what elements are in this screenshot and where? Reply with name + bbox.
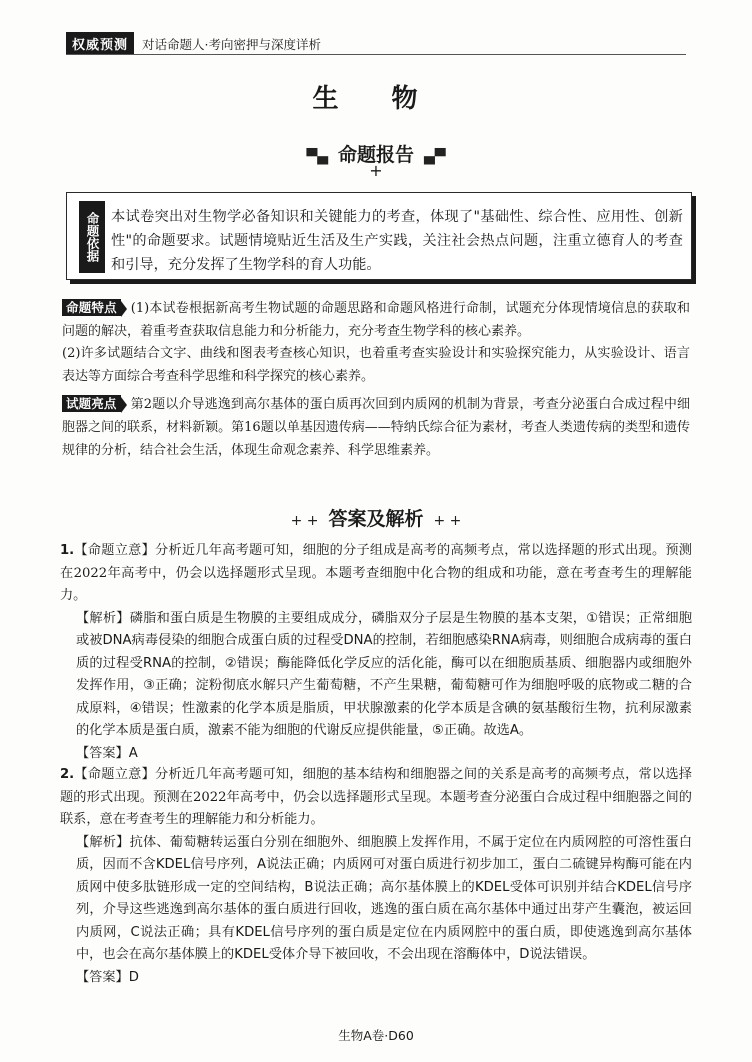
report-heading-text: 命题报告 xyxy=(337,144,414,166)
features-paragraph-2 xyxy=(62,342,690,388)
question-2 xyxy=(60,764,692,989)
header-tag: 权威预测 xyxy=(66,32,134,55)
features-text-2: (2)许多试题结合文字、曲线和图表考查核心知识，也着重考查实验设计和实验探究能力，从实验设计、语言表达等方面综合考查科学思维和科学探究的核心素养。 xyxy=(62,346,690,384)
intent-text: 分析近几年高考题可知，细胞的基本结构和细胞器之间的关系是高考的高频考点，常以选择题的形式出现。预测在2022年高考中，仍会以选择题形式呈现。本题考查分泌蛋白合成过程中细胞器之间的联系，意在考查考生的理解能力和分析能力。 xyxy=(60,767,692,827)
answer-value: A xyxy=(128,745,138,761)
analysis-label: 【解析】 xyxy=(76,610,130,626)
plus-deco-icon: + + xyxy=(433,513,462,529)
plus-deco-icon: + + xyxy=(290,513,319,529)
basis-label: 命题依据 xyxy=(79,201,105,273)
features-text-1: (1)本试卷根据新高考生物试题的命题思路和命题风格进行命制，试题充分体现情境信息的获取和问题的解决，着重考查获取信息能力和分析能力，充分考查生物学科的核心素养。 xyxy=(62,301,690,339)
question-number: 1. xyxy=(60,543,75,558)
intent-label: 【命题立意】 xyxy=(74,767,156,782)
analysis-text: 抗体、葡萄糖转运蛋白分别在细胞外、细胞膜上发挥作用，不属于定位在内质网腔的可溶性蛋白质，因而不含KDEL信号序列，A说法正确；内质网可对蛋白质进行初步加工，蛋白二硫键异构酶可能在内质网中使多肽链形成一定的空间结构，B说法正确；高尔基体膜上的KDEL受体可识别并结合KDEL信号序列，介导这些逃逸到高尔基体的蛋白质进行回收，逃逸的蛋白质在高尔基体中通过出芽产生囊泡，被运回内质网，C说法正确；具有KDEL信号序列的蛋白质是定位在内质网腔中的蛋白质，即使逃逸到高尔基体中，也会在高尔基体膜上的KDEL受体介导下被回收，不会出现在溶酶体中，D说法错误。 xyxy=(76,834,693,962)
highlights-text: 第2题以介导逃逸到高尔基体的蛋白质再次回到内质网的机制为背景，考查分泌蛋白合成过程中细胞器之间的联系，材料新颖。第16题以单基因遗传病——特纳氏综合征为素材，考查人类遗传病的类型和遗传规律的分析，结合社会生活，体现生命观念素养、科学思维素养。 xyxy=(62,397,690,458)
highlights-label: 试题亮点 xyxy=(62,395,121,412)
highlights-paragraph xyxy=(62,392,690,462)
analysis-label: 【解析】 xyxy=(76,834,130,850)
page-title: 生 物 xyxy=(312,84,440,114)
intent-text: 分析近几年高考题可知，细胞的分子组成是高考的高频考点，常以选择题的形式出现。预测在2022年高考中，仍会以选择题形式呈现。本题考查细胞中化合物的组成和功能，意在考查考生的理解能力。 xyxy=(60,543,692,603)
page-footer: 生物A卷·D60 xyxy=(338,1028,414,1043)
header-divider xyxy=(66,54,686,55)
question-number: 2. xyxy=(60,767,75,782)
answer-label: 【答案】 xyxy=(76,969,129,985)
plus-deco-icon: + xyxy=(369,161,383,180)
features-paragraph xyxy=(62,296,690,343)
arrow-icon xyxy=(121,301,127,317)
answer-heading-text: 答案及解析 xyxy=(328,508,424,530)
analysis-text: 磷脂和蛋白质是生物膜的主要组成成分，磷脂双分子层是生物膜的基本支架，①错误；正常细胞或被DNA病毒侵染的细胞合成蛋白质的过程受DNA的控制，若细胞感染RNA病毒，则细胞合成病毒的蛋白质的过程受RNA的控制，②错误；酶能降低化学反应的活化能，酶可以在细胞质基质、细胞器内或细胞外发挥作用，③正确；淀粉彻底水解只产生葡萄糖，不产生果糖，葡萄糖可作为细胞呼吸的底物或二糖的合成原料，④错误；性激素的化学本质是脂质，甲状腺激素的化学本质是含碘的氨基酸衍生物，抗利尿激素的化学本质是蛋白质，激素不能为细胞的代谢反应提供能量，⑤正确。故选A。 xyxy=(76,610,693,738)
intent-label: 【命题立意】 xyxy=(74,543,156,558)
arrow-icon xyxy=(121,397,127,413)
answer-label: 【答案】 xyxy=(76,745,129,761)
header-subtitle: 对话命题人·考向密押与深度详析 xyxy=(142,36,321,52)
question-1 xyxy=(60,540,692,765)
square-deco-icon: ▀▄ xyxy=(306,149,328,165)
features-label: 命题特点 xyxy=(62,299,121,316)
square-deco-icon: ▄▀ xyxy=(424,149,446,165)
answer-heading xyxy=(0,504,752,531)
basis-box xyxy=(66,192,692,280)
answer-value: D xyxy=(128,969,139,985)
basis-text: 本试卷突出对生物学必备知识和关键能力的考查，体现了"基础性、综合性、应用性、创新性"的命题要求。试题情境贴近生活及生产实践，关注社会热点问题，注重立德育人的考查和引导，充分发挥了生物学科的育人功能。 xyxy=(111,209,683,273)
